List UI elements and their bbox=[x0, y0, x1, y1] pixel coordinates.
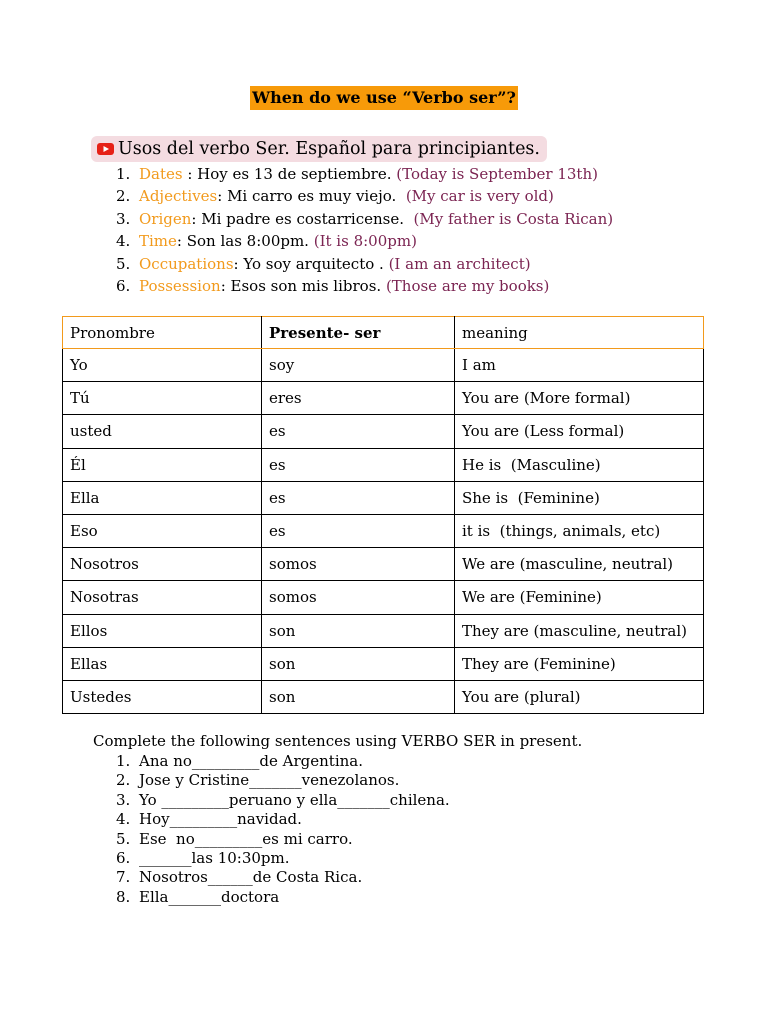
verb-cell: son bbox=[262, 614, 455, 647]
table-header-row bbox=[63, 317, 704, 349]
list-number: 6. bbox=[116, 276, 131, 295]
pronoun-cell: Nosotros bbox=[63, 548, 262, 581]
use-keyword: Occupations bbox=[139, 254, 234, 273]
meaning-cell: They are (masculine, neutral) bbox=[455, 614, 704, 647]
use-item bbox=[116, 253, 613, 275]
use-example: Yo soy arquitecto . bbox=[243, 254, 384, 273]
verb-cell: son bbox=[262, 680, 455, 713]
use-item bbox=[116, 230, 613, 252]
verb-cell: son bbox=[262, 647, 455, 680]
separator: : bbox=[233, 254, 244, 273]
exercise-item bbox=[116, 752, 450, 771]
exercise-item bbox=[116, 771, 450, 790]
use-keyword: Possession bbox=[139, 276, 221, 295]
meaning-cell: They are (Feminine) bbox=[455, 647, 704, 680]
use-keyword: Dates bbox=[139, 165, 183, 183]
use-translation: (It is 8:00pm) bbox=[308, 232, 417, 251]
pronoun-cell: Ellos bbox=[63, 614, 262, 647]
table-row bbox=[63, 382, 704, 415]
list-number: 2. bbox=[116, 187, 131, 206]
use-keyword: Time bbox=[139, 232, 177, 251]
use-keyword: Origen bbox=[139, 209, 192, 228]
meaning-cell: She is (Feminine) bbox=[455, 481, 704, 514]
pronoun-cell: Ellas bbox=[63, 647, 262, 680]
meaning-cell: You are (More formal) bbox=[455, 382, 704, 415]
list-number: 1. bbox=[116, 165, 131, 183]
meaning-cell: You are (plural) bbox=[455, 680, 704, 713]
exercise-text: Yo _________peruano y ella_______chilena. bbox=[139, 790, 450, 809]
pronoun-cell: Tú bbox=[63, 382, 262, 415]
list-number: 4. bbox=[116, 810, 131, 829]
meaning-cell: it is (things, animals, etc) bbox=[455, 514, 704, 547]
list-number: 5. bbox=[116, 254, 131, 273]
exercise-item bbox=[116, 888, 450, 907]
exercise-text: Hoy_________navidad. bbox=[139, 810, 302, 829]
use-item bbox=[116, 163, 613, 185]
list-number: 3. bbox=[116, 209, 131, 228]
meaning-cell: He is (Masculine) bbox=[455, 448, 704, 481]
pronoun-cell: Ustedes bbox=[63, 680, 262, 713]
list-number: 7. bbox=[116, 868, 131, 887]
meaning-cell: You are (Less formal) bbox=[455, 415, 704, 448]
exercise-item bbox=[116, 868, 450, 887]
verb-cell: soy bbox=[262, 349, 455, 382]
table-row bbox=[63, 581, 704, 614]
exercise-instruction: Complete the following sentences using VERBO SER in present. bbox=[93, 732, 583, 750]
list-number: 5. bbox=[116, 829, 131, 848]
exercise-item bbox=[116, 830, 450, 849]
exercise-text: Ana no_________de Argentina. bbox=[139, 752, 363, 770]
list-number: 2. bbox=[116, 771, 131, 790]
youtube-play-icon bbox=[97, 143, 114, 155]
exercise-text: Nosotros______de Costa Rica. bbox=[139, 868, 363, 887]
table-row bbox=[63, 647, 704, 680]
table-row bbox=[63, 514, 704, 547]
header-meaning: meaning bbox=[455, 317, 704, 349]
use-translation: (My father is Costa Rican) bbox=[408, 209, 614, 228]
meaning-cell: We are (Feminine) bbox=[455, 581, 704, 614]
use-example: Esos son mis libros. bbox=[230, 276, 382, 295]
separator: : bbox=[217, 187, 228, 206]
verb-cell: somos bbox=[262, 581, 455, 614]
verb-cell: es bbox=[262, 415, 455, 448]
verb-cell: es bbox=[262, 448, 455, 481]
list-number: 4. bbox=[116, 232, 131, 251]
exercise-text: Jose y Cristine_______venezolanos. bbox=[139, 771, 400, 790]
list-number: 1. bbox=[116, 752, 131, 770]
exercise-text: _______las 10:30pm. bbox=[139, 848, 290, 867]
use-translation: (Those are my books) bbox=[381, 276, 550, 295]
use-translation: (Today is September 13th) bbox=[391, 165, 598, 183]
uses-list bbox=[116, 163, 613, 297]
use-example: Hoy es 13 de septiembre. bbox=[197, 165, 392, 183]
use-item bbox=[116, 275, 613, 297]
separator: : bbox=[182, 165, 198, 183]
pronoun-cell: Él bbox=[63, 448, 262, 481]
separator: : bbox=[176, 232, 187, 251]
exercise-list bbox=[116, 752, 450, 907]
list-number: 6. bbox=[116, 848, 131, 867]
verb-cell: eres bbox=[262, 382, 455, 415]
page-title: When do we use “Verbo ser”? bbox=[250, 86, 518, 110]
pronoun-cell: Yo bbox=[63, 349, 262, 382]
use-example: Mi padre es costarricense. bbox=[201, 209, 409, 228]
exercise-item bbox=[116, 791, 450, 810]
use-translation: (My car is very old) bbox=[401, 187, 554, 206]
table-row bbox=[63, 415, 704, 448]
table-row bbox=[63, 481, 704, 514]
conjugation-table bbox=[62, 316, 704, 714]
table-row bbox=[63, 349, 704, 382]
title-container bbox=[0, 86, 768, 110]
exercise-item bbox=[116, 849, 450, 868]
verb-cell: es bbox=[262, 514, 455, 547]
list-number: 3. bbox=[116, 790, 131, 809]
header-pronombre: Pronombre bbox=[63, 317, 262, 349]
meaning-cell: We are (masculine, neutral) bbox=[455, 548, 704, 581]
separator: : bbox=[191, 209, 202, 228]
table-row bbox=[63, 614, 704, 647]
separator: : bbox=[220, 276, 231, 295]
header-presente-ser: Presente- ser bbox=[262, 317, 455, 349]
verb-cell: es bbox=[262, 481, 455, 514]
exercise-text: Ese no_________es mi carro. bbox=[139, 829, 353, 848]
pronoun-cell: Eso bbox=[63, 514, 262, 547]
pronoun-cell: Nosotras bbox=[63, 581, 262, 614]
use-example: Mi carro es muy viejo. bbox=[227, 187, 402, 206]
use-item bbox=[116, 208, 613, 230]
use-example: Son las 8:00pm. bbox=[186, 232, 309, 251]
table-row bbox=[63, 448, 704, 481]
list-number: 8. bbox=[116, 887, 131, 906]
use-keyword: Adjectives bbox=[139, 187, 218, 206]
use-item bbox=[116, 185, 613, 207]
use-translation: (I am an architect) bbox=[383, 254, 531, 273]
video-title: Usos del verbo Ser. Español para principiantes. bbox=[118, 138, 540, 159]
exercise-text: Ella_______doctora bbox=[139, 887, 280, 906]
meaning-cell: I am bbox=[455, 349, 704, 382]
pronoun-cell: usted bbox=[63, 415, 262, 448]
pronoun-cell: Ella bbox=[63, 481, 262, 514]
verb-cell: somos bbox=[262, 548, 455, 581]
youtube-video-link[interactable] bbox=[91, 136, 547, 162]
table-row bbox=[63, 548, 704, 581]
exercise-item bbox=[116, 810, 450, 829]
table-row bbox=[63, 680, 704, 713]
